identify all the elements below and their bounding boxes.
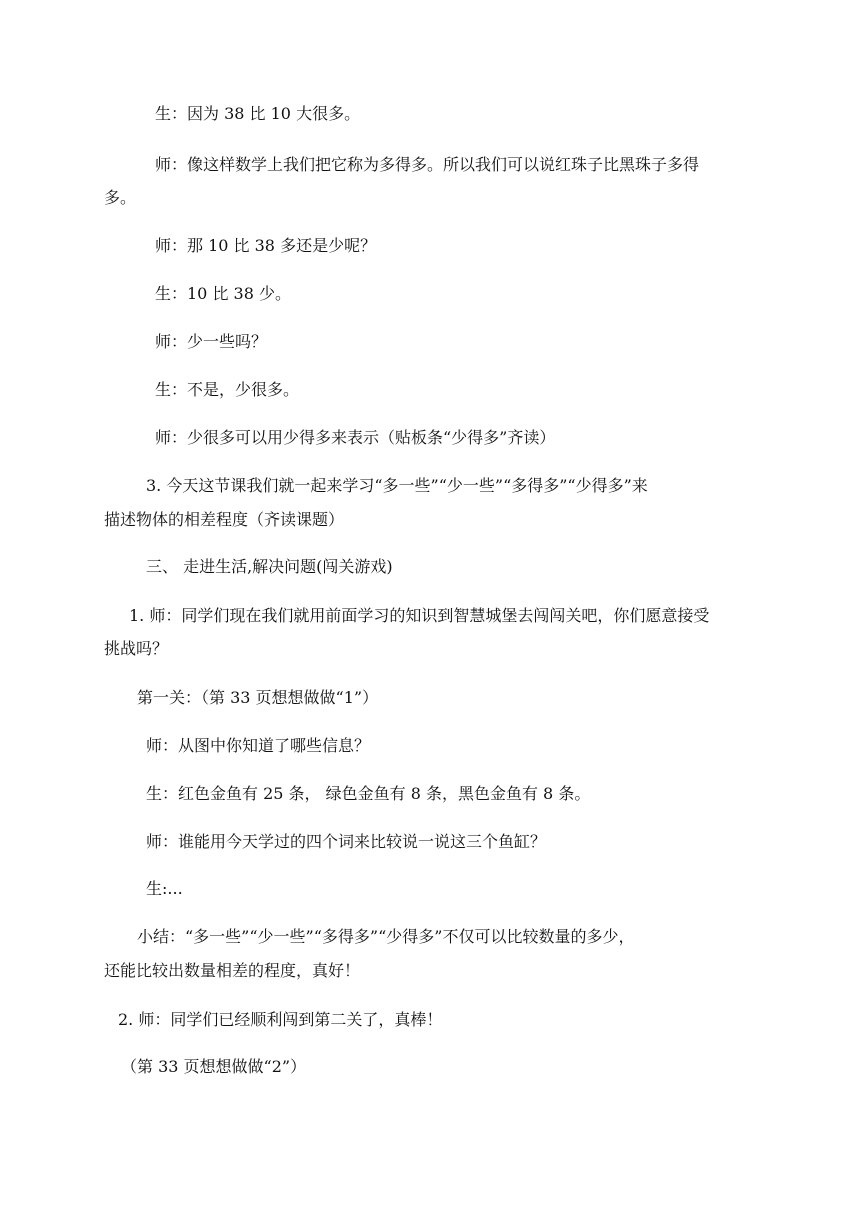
text-line: （第 33 页想想做做“2”） xyxy=(121,1057,307,1076)
text-line: 2. 师：同学们已经顺利闯到第二关了，真棒！ xyxy=(118,1010,443,1029)
text-line: 生：因为 38 比 10 大很多。 xyxy=(155,104,361,123)
text-line: 生：10 比 38 少。 xyxy=(155,284,291,303)
text-line: 师：那 10 比 38 多还是少呢？ xyxy=(155,236,377,255)
text-line: 还能比较出数量相差的程度，真好！ xyxy=(104,961,361,980)
text-line: 第一关：（第 33 页想想做做“1”） xyxy=(137,688,379,707)
text-line: 师：少一些吗？ xyxy=(155,332,268,351)
text-line: 师：少很多可以用少得多来表示（贴板条“少得多”齐读） xyxy=(155,428,556,447)
text-line: 生:... xyxy=(146,879,183,898)
text-line: 师：像这样数学上我们把它称为多得多。所以我们可以说红珠子比黑珠子多得 xyxy=(155,155,700,174)
text-line: 3. 今天这节课我们就一起来学习“多一些”“少一些”“多得多”“少得多”来 xyxy=(146,476,648,495)
text-line: 生：不是，少很多。 xyxy=(155,380,300,399)
text-line: 师：从图中你知道了哪些信息？ xyxy=(146,736,371,755)
text-line: 小结：“多一些”“少一些”“多得多”“少得多”不仅可以比较数量的多少， xyxy=(137,927,635,946)
text-line: 师：谁能用今天学过的四个词来比较说一说这三个鱼缸？ xyxy=(146,832,547,851)
text-line: 生：红色金鱼有 25 条， 绿色金鱼有 8 条，黑色金鱼有 8 条。 xyxy=(146,784,591,803)
text-line: 挑战吗？ xyxy=(104,639,169,658)
text-line: 1. 师：同学们现在我们就用前面学习的知识到智慧城堡去闯闯关吧，你们愿意接受 xyxy=(129,606,710,625)
text-line: 描述物体的相差程度（齐读课题） xyxy=(104,510,345,529)
section-heading: 三、 走进生活,解决问题(闯关游戏) xyxy=(146,557,393,576)
text-line: 多。 xyxy=(104,188,137,207)
